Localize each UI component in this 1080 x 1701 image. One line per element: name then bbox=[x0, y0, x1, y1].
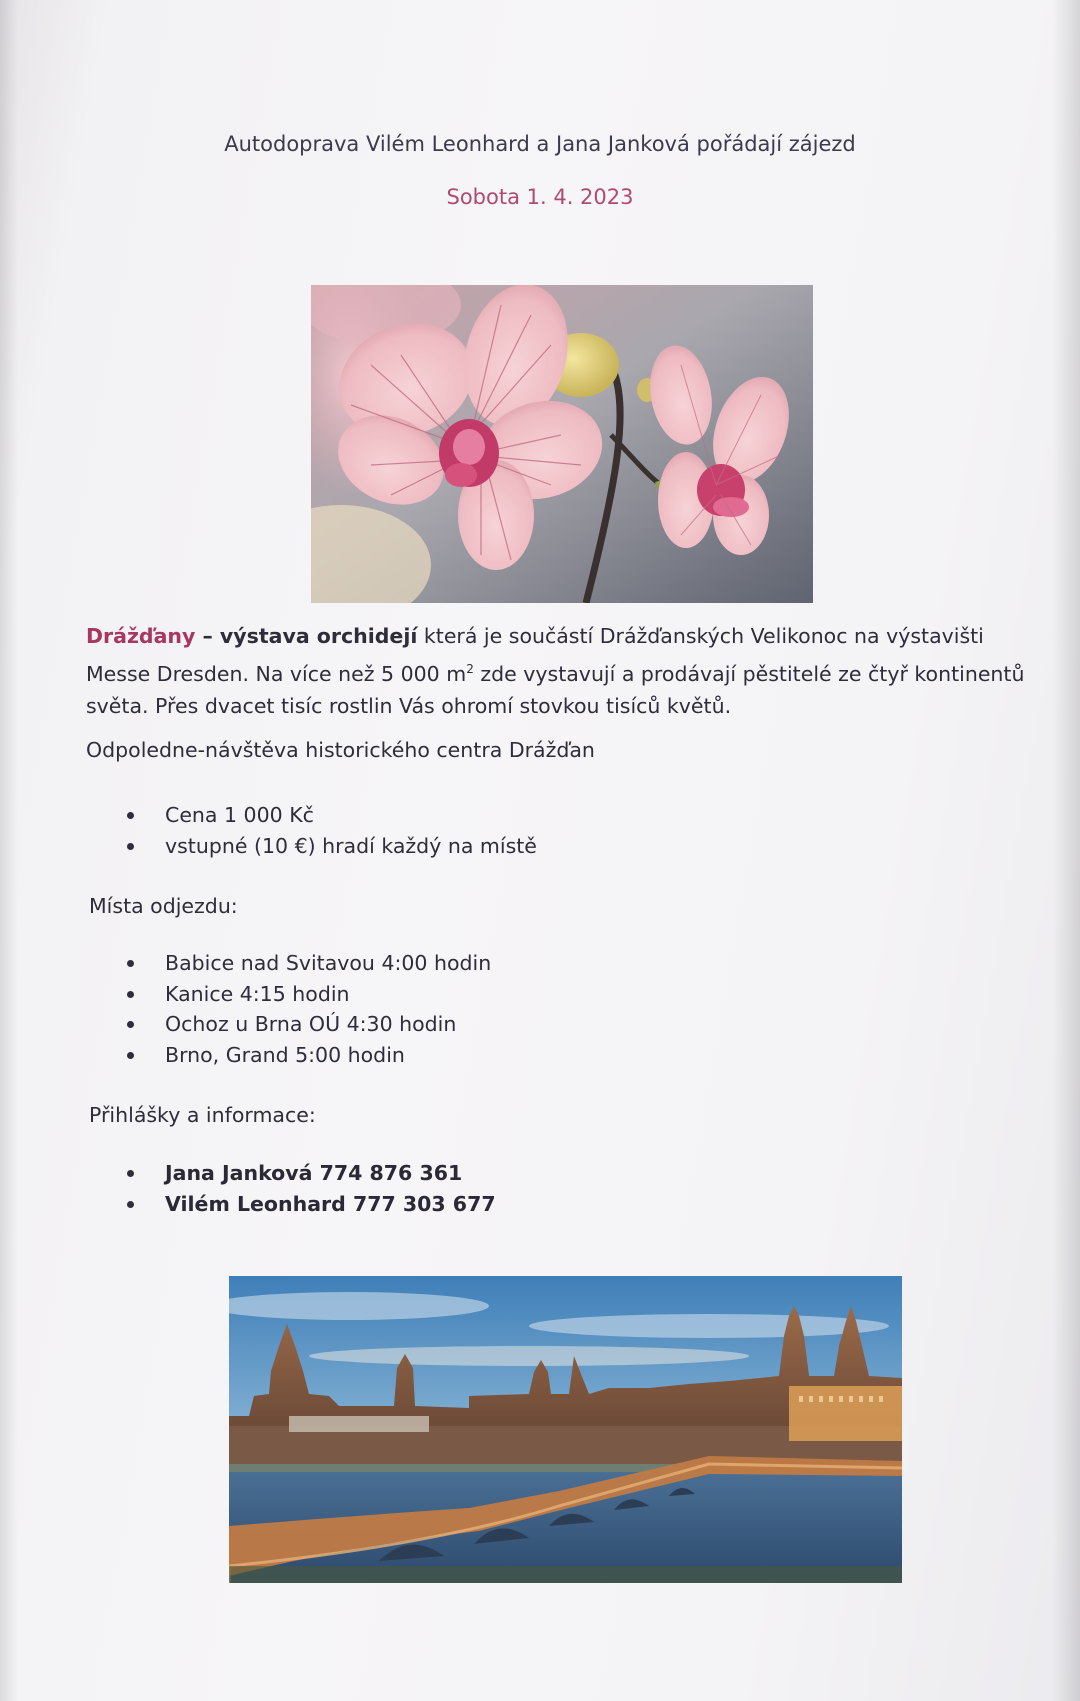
intro-text-1: která je součástí Drážďanských Velikonoc na výstavišti Messe Dresden. Na více než 5 000 m bbox=[86, 624, 984, 686]
departure-text: Brno, Grand 5:00 hodin bbox=[165, 1042, 405, 1067]
afternoon-program: Odpoledne-návštěva historického centra Drážďan bbox=[86, 738, 595, 762]
departure-text: Ochoz u Brna OÚ 4:30 hodin bbox=[165, 1012, 457, 1036]
paper-shadow-right bbox=[1052, 0, 1080, 1701]
intro-headline: výstava orchidejí bbox=[219, 624, 418, 648]
contacts-heading: Přihlášky a informace: bbox=[89, 1103, 316, 1127]
bullet-icon bbox=[127, 843, 134, 850]
contacts-list bbox=[124, 1158, 496, 1219]
entry-fee-text: vstupné (10 €) hradí každý na místě bbox=[165, 833, 537, 858]
list-item bbox=[124, 1158, 496, 1189]
departures-heading: Místa odjezdu: bbox=[89, 894, 238, 918]
list-item bbox=[124, 979, 491, 1010]
departure-text: Babice nad Svitavou 4:00 hodin bbox=[165, 951, 492, 975]
departure-text: Kanice 4:15 hodin bbox=[165, 981, 350, 1006]
bullet-icon bbox=[127, 1170, 134, 1177]
bullet-icon bbox=[127, 960, 134, 967]
list-item bbox=[124, 948, 491, 979]
list-item bbox=[124, 831, 537, 862]
bullet-icon bbox=[127, 991, 134, 998]
departures-list bbox=[124, 948, 491, 1070]
bullet-icon bbox=[127, 812, 134, 819]
price-list bbox=[124, 800, 537, 861]
orchid-photo bbox=[311, 285, 813, 603]
bullet-icon bbox=[127, 1021, 134, 1028]
contact-text: Jana Janková 774 876 361 bbox=[165, 1161, 463, 1185]
city-name: Drážďany bbox=[86, 624, 196, 648]
dresden-panorama-photo bbox=[229, 1276, 902, 1583]
price-text: Cena 1 000 Kč bbox=[165, 803, 314, 827]
intro-paragraph bbox=[86, 620, 1046, 722]
list-item bbox=[124, 800, 537, 831]
intro-dash: – bbox=[195, 624, 220, 648]
area-superscript: 2 bbox=[466, 661, 474, 676]
bullet-icon bbox=[127, 1201, 134, 1208]
intro-text-2: zde vystavují a prodávají pěstitelé ze čtyř kontinentů světa. Přes dvacet tisíc rostlin Vás ohromí stovkou tisíců květů. bbox=[86, 661, 1025, 718]
contact-text: Vilém Leonhard 777 303 677 bbox=[165, 1191, 496, 1216]
flyer-title: Autodoprava Vilém Leonhard a Jana Janková pořádají zájezd bbox=[224, 132, 856, 156]
event-date: Sobota 1. 4. 2023 bbox=[446, 185, 634, 209]
paper-shadow-left bbox=[0, 0, 18, 1701]
bullet-icon bbox=[127, 1052, 134, 1059]
list-item bbox=[124, 1009, 491, 1040]
list-item bbox=[124, 1040, 491, 1071]
list-item bbox=[124, 1189, 496, 1220]
